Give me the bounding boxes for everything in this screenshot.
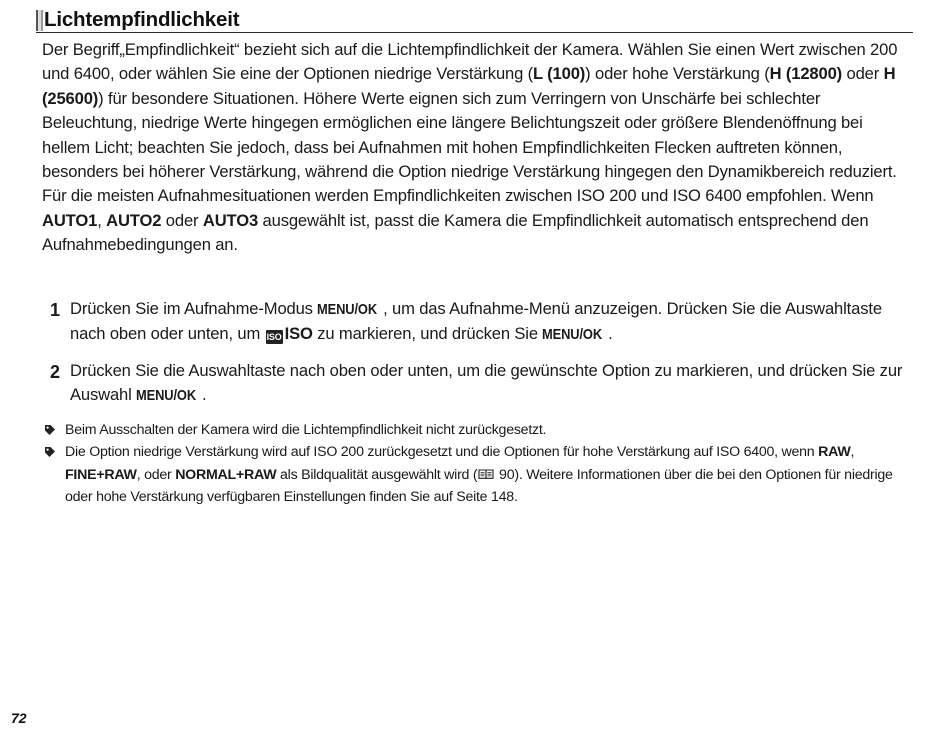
note-text: , — [850, 444, 855, 461]
intro-bold-auto2: AUTO2 — [106, 210, 162, 230]
note-text: ). Weitere Informationen über die bei den Optionen für niedrige oder hohe Verstärkung verfügbaren Einstellungen finden Sie auf Seite 148. — [65, 466, 893, 506]
intro-text: ausgewählt ist, passt die Kamera die Empfindlichkeit automatisch entsprechend den Aufnahmebedingungen an. — [42, 210, 869, 255]
heading-marker — [36, 10, 43, 31]
notes-list — [42, 419, 914, 509]
note-tag-icon — [44, 446, 56, 458]
intro-text: oder — [842, 64, 884, 84]
note-bold-raw: RAW — [818, 444, 851, 461]
intro-text: ) oder hohe Verstärkung ( — [585, 64, 770, 84]
step-item — [46, 359, 914, 409]
iso-menu-icon: ISO — [266, 332, 282, 343]
menu-ok-button-label: MENU/OK — [542, 326, 603, 344]
iso-label: ISO — [284, 324, 313, 344]
intro-text: , — [97, 210, 107, 230]
intro-text: Der Begriff„Empfindlichkeit“ bezieht sich auf die Lichtempfindlichkeit der Kamera. Wählen Sie einen Wert zwischen 200 und 6400, oder wählen Sie eine der Optionen niedrige Verstärkung ( — [42, 40, 898, 84]
note-item — [42, 441, 914, 508]
intro-paragraph — [42, 38, 914, 258]
step-item — [46, 297, 914, 348]
menu-ok-button-label: MENU/OK — [317, 301, 378, 318]
note-bold-fine-raw: FINE+RAW — [65, 466, 137, 483]
book-reference-icon — [478, 469, 494, 480]
note-text: , oder — [136, 466, 176, 483]
step-text: . — [201, 385, 207, 405]
note-text: Beim Ausschalten der Kamera wird die Lichtempfindlichkeit nicht zurückgesetzt. — [65, 422, 547, 438]
note-bold-normal-raw: NORMAL+RAW — [175, 466, 277, 483]
step-text: . — [608, 324, 613, 344]
note-text: Die Option niedrige Verstärkung wird auf ISO 200 zurückgesetzt und die Optionen für hohe Verstärkung auf ISO 6400, wenn — [65, 444, 819, 461]
note-item — [42, 419, 914, 441]
intro-bold-auto1: AUTO1 — [42, 210, 98, 230]
note-tag-icon — [44, 424, 56, 436]
step-text: , um das Aufnahme-Menü anzuzeigen. Drücken Sie die Auswahltaste nach oben oder unten, um — [70, 299, 882, 344]
intro-text: ) für besondere Situationen. Höhere Werte eignen sich zum Verringern von Unschärfe bei schlechter Beleuchtung, niedrige Werte hingegen ermöglichen eine längere Belichtungszeit oder größere Blendenöffnung bei hellem Licht; beachten Sie jedoch, dass bei Aufnahmen mit hohen Empfindlichkeiten Flecken auftreten können, besonders bei höherer Verstärkung, während die Option niedrige Verstärkung hingegen den Dynamikbereich reduziert. Für die meisten Aufnahmesituationen werden Empfindlichkeiten zwischen ISO 200 und ISO 6400 empfohlen. Wenn — [42, 88, 897, 206]
page-title: Lichtempfindlichkeit — [44, 8, 240, 31]
step-text: zu markieren, und drücken Sie — [312, 324, 543, 344]
intro-bold-auto3: AUTO3 — [202, 210, 259, 230]
step-text: Drücken Sie im Aufnahme-Modus — [70, 299, 318, 318]
note-text: als Bildqualität ausgewählt wird ( — [276, 466, 478, 483]
intro-text: oder — [161, 210, 203, 230]
intro-bold-h12800: H (12800) — [769, 64, 843, 84]
steps-list — [46, 297, 914, 409]
note-page-ref: 90 — [495, 466, 515, 483]
menu-ok-button-label: MENU/OK — [136, 387, 197, 405]
step-text: Drücken Sie die Auswahltaste nach oben oder unten, um die gewünschte Option zu markieren, und drücken Sie zur Auswahl — [70, 360, 903, 405]
step-number: 2 — [50, 361, 60, 382]
step-number: 1 — [50, 300, 60, 320]
page-number: 72 — [11, 710, 27, 726]
intro-bold-l100: L (100) — [533, 64, 586, 84]
section-heading — [36, 8, 913, 33]
intro-bold-h25600: H (25600) — [42, 64, 896, 108]
